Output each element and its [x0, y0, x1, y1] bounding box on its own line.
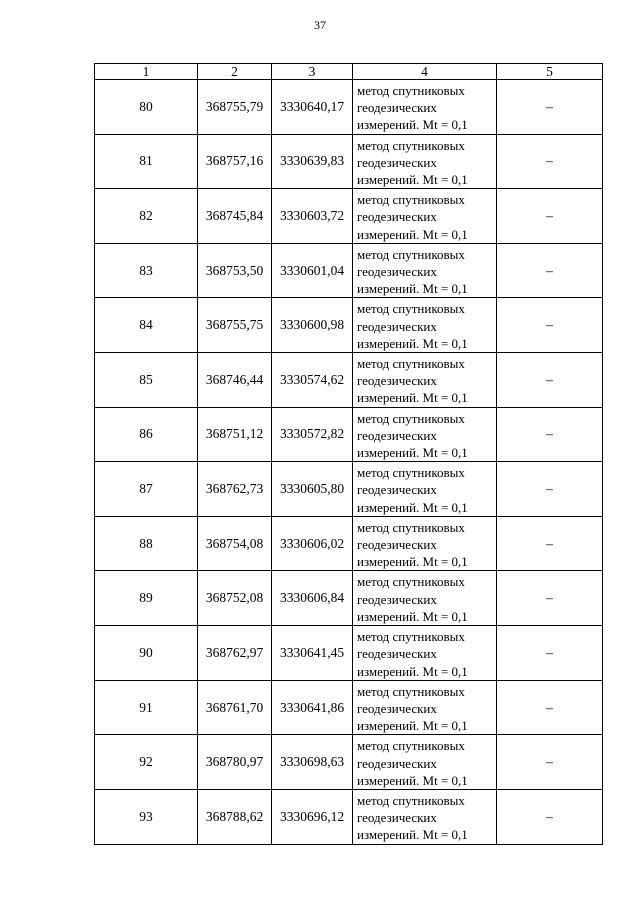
point-number-cell: 89 — [95, 571, 198, 626]
column5-cell: – — [497, 735, 603, 790]
column5-cell: – — [497, 407, 603, 462]
method-line-2: геодезических — [357, 810, 437, 826]
method-line-3: измерений. Mt = 0,1 — [357, 445, 468, 461]
method-cell — [353, 298, 497, 353]
point-number-cell: 81 — [95, 134, 198, 189]
method-line-2: геодезических — [357, 373, 437, 389]
method-line-2: геодезических — [357, 537, 437, 553]
table-body — [95, 80, 603, 845]
x-coordinate-cell: 368788,62 — [198, 789, 272, 844]
method-line-1: метод спутниковых — [357, 574, 465, 590]
method-line-2: геодезических — [357, 209, 437, 225]
table-row — [95, 462, 603, 517]
y-coordinate-cell: 3330600,98 — [272, 298, 353, 353]
page-number: 37 — [314, 18, 326, 32]
method-line-2: геодезических — [357, 646, 437, 662]
method-line-3: измерений. Mt = 0,1 — [357, 335, 468, 351]
column5-cell: – — [497, 571, 603, 626]
method-cell — [353, 735, 497, 790]
column-header-1: 1 — [95, 64, 198, 80]
table-row — [95, 735, 603, 790]
method-cell — [353, 462, 497, 517]
method-cell — [353, 189, 497, 244]
point-number-cell: 82 — [95, 189, 198, 244]
column5-cell: – — [497, 353, 603, 408]
method-line-1: метод спутниковых — [357, 519, 465, 535]
method-cell — [353, 80, 497, 135]
point-number-cell: 86 — [95, 407, 198, 462]
x-coordinate-cell: 368746,44 — [198, 353, 272, 408]
method-line-1: метод спутниковых — [357, 738, 465, 754]
table-row — [95, 189, 603, 244]
table-header — [95, 64, 603, 80]
column5-cell: – — [497, 516, 603, 571]
column5-cell: – — [497, 80, 603, 135]
method-line-3: измерений. Mt = 0,1 — [357, 663, 468, 679]
method-line-3: измерений. Mt = 0,1 — [357, 172, 468, 188]
y-coordinate-cell: 3330572,82 — [272, 407, 353, 462]
x-coordinate-cell: 368755,79 — [198, 80, 272, 135]
y-coordinate-cell: 3330641,86 — [272, 680, 353, 735]
method-line-2: геодезических — [357, 755, 437, 771]
x-coordinate-cell: 368780,97 — [198, 735, 272, 790]
point-number-cell: 92 — [95, 735, 198, 790]
method-line-1: метод спутниковых — [357, 410, 465, 426]
method-line-1: метод спутниковых — [357, 629, 465, 645]
y-coordinate-cell: 3330696,12 — [272, 789, 353, 844]
x-coordinate-cell: 368752,08 — [198, 571, 272, 626]
point-number-cell: 83 — [95, 243, 198, 298]
x-coordinate-cell: 368751,12 — [198, 407, 272, 462]
point-number-cell: 93 — [95, 789, 198, 844]
column5-cell: – — [497, 789, 603, 844]
x-coordinate-cell: 368762,73 — [198, 462, 272, 517]
method-line-3: измерений. Mt = 0,1 — [357, 608, 468, 624]
column5-cell: – — [497, 626, 603, 681]
method-line-2: геодезических — [357, 700, 437, 716]
method-line-2: геодезических — [357, 482, 437, 498]
x-coordinate-cell: 368753,50 — [198, 243, 272, 298]
table-row — [95, 571, 603, 626]
method-cell — [353, 571, 497, 626]
point-number-cell: 91 — [95, 680, 198, 735]
column5-cell: – — [497, 680, 603, 735]
column-header-2: 2 — [198, 64, 272, 80]
point-number-cell: 84 — [95, 298, 198, 353]
method-line-1: метод спутниковых — [357, 683, 465, 699]
x-coordinate-cell: 368745,84 — [198, 189, 272, 244]
method-line-1: метод спутниковых — [357, 246, 465, 262]
point-number-cell: 80 — [95, 80, 198, 135]
y-coordinate-cell: 3330574,62 — [272, 353, 353, 408]
table-row — [95, 298, 603, 353]
method-line-3: измерений. Mt = 0,1 — [357, 554, 468, 570]
method-line-2: геодезических — [357, 154, 437, 170]
header-row — [95, 64, 603, 80]
method-line-2: геодезических — [357, 591, 437, 607]
column5-cell: – — [497, 462, 603, 517]
x-coordinate-cell: 368762,97 — [198, 626, 272, 681]
method-cell — [353, 516, 497, 571]
method-line-1: метод спутниковых — [357, 301, 465, 317]
point-number-cell: 85 — [95, 353, 198, 408]
coordinates-table — [94, 63, 603, 845]
table-row — [95, 680, 603, 735]
table-row — [95, 516, 603, 571]
y-coordinate-cell: 3330698,63 — [272, 735, 353, 790]
point-number-cell: 87 — [95, 462, 198, 517]
method-line-1: метод спутниковых — [357, 356, 465, 372]
method-line-3: измерений. Mt = 0,1 — [357, 772, 468, 788]
method-line-1: метод спутниковых — [357, 192, 465, 208]
method-line-2: геодезических — [357, 264, 437, 280]
method-line-2: геодезических — [357, 318, 437, 334]
x-coordinate-cell: 368761,70 — [198, 680, 272, 735]
table-row — [95, 789, 603, 844]
method-line-2: геодезических — [357, 427, 437, 443]
y-coordinate-cell: 3330606,84 — [272, 571, 353, 626]
method-line-1: метод спутниковых — [357, 137, 465, 153]
method-line-3: измерений. Mt = 0,1 — [357, 499, 468, 515]
method-line-3: измерений. Mt = 0,1 — [357, 827, 468, 843]
table-row — [95, 626, 603, 681]
method-line-2: геодезических — [357, 100, 437, 116]
column5-cell: – — [497, 243, 603, 298]
method-cell — [353, 243, 497, 298]
column-header-4: 4 — [353, 64, 497, 80]
table-row — [95, 80, 603, 135]
method-line-3: измерений. Mt = 0,1 — [357, 226, 468, 242]
y-coordinate-cell: 3330641,45 — [272, 626, 353, 681]
table-row — [95, 134, 603, 189]
y-coordinate-cell: 3330639,83 — [272, 134, 353, 189]
y-coordinate-cell: 3330605,80 — [272, 462, 353, 517]
y-coordinate-cell: 3330606,02 — [272, 516, 353, 571]
point-number-cell: 90 — [95, 626, 198, 681]
method-cell — [353, 407, 497, 462]
method-line-1: метод спутниковых — [357, 792, 465, 808]
column5-cell: – — [497, 298, 603, 353]
method-cell — [353, 680, 497, 735]
column-header-3: 3 — [272, 64, 353, 80]
table-row — [95, 243, 603, 298]
method-cell — [353, 789, 497, 844]
method-line-1: метод спутниковых — [357, 83, 465, 98]
table-row — [95, 353, 603, 408]
x-coordinate-cell: 368757,16 — [198, 134, 272, 189]
table-row — [95, 407, 603, 462]
x-coordinate-cell: 368754,08 — [198, 516, 272, 571]
y-coordinate-cell: 3330601,04 — [272, 243, 353, 298]
point-number-cell: 88 — [95, 516, 198, 571]
y-coordinate-cell: 3330603,72 — [272, 189, 353, 244]
method-line-3: измерений. Mt = 0,1 — [357, 718, 468, 734]
column5-cell: – — [497, 134, 603, 189]
method-cell — [353, 353, 497, 408]
column-header-5: 5 — [497, 64, 603, 80]
y-coordinate-cell: 3330640,17 — [272, 80, 353, 135]
method-line-3: измерений. Mt = 0,1 — [357, 390, 468, 406]
method-cell — [353, 626, 497, 681]
column5-cell: – — [497, 189, 603, 244]
method-cell — [353, 134, 497, 189]
method-line-1: метод спутниковых — [357, 465, 465, 481]
method-line-3: измерений. Mt = 0,1 — [357, 281, 468, 297]
x-coordinate-cell: 368755,75 — [198, 298, 272, 353]
method-line-3: измерений. Mt = 0,1 — [357, 117, 468, 133]
